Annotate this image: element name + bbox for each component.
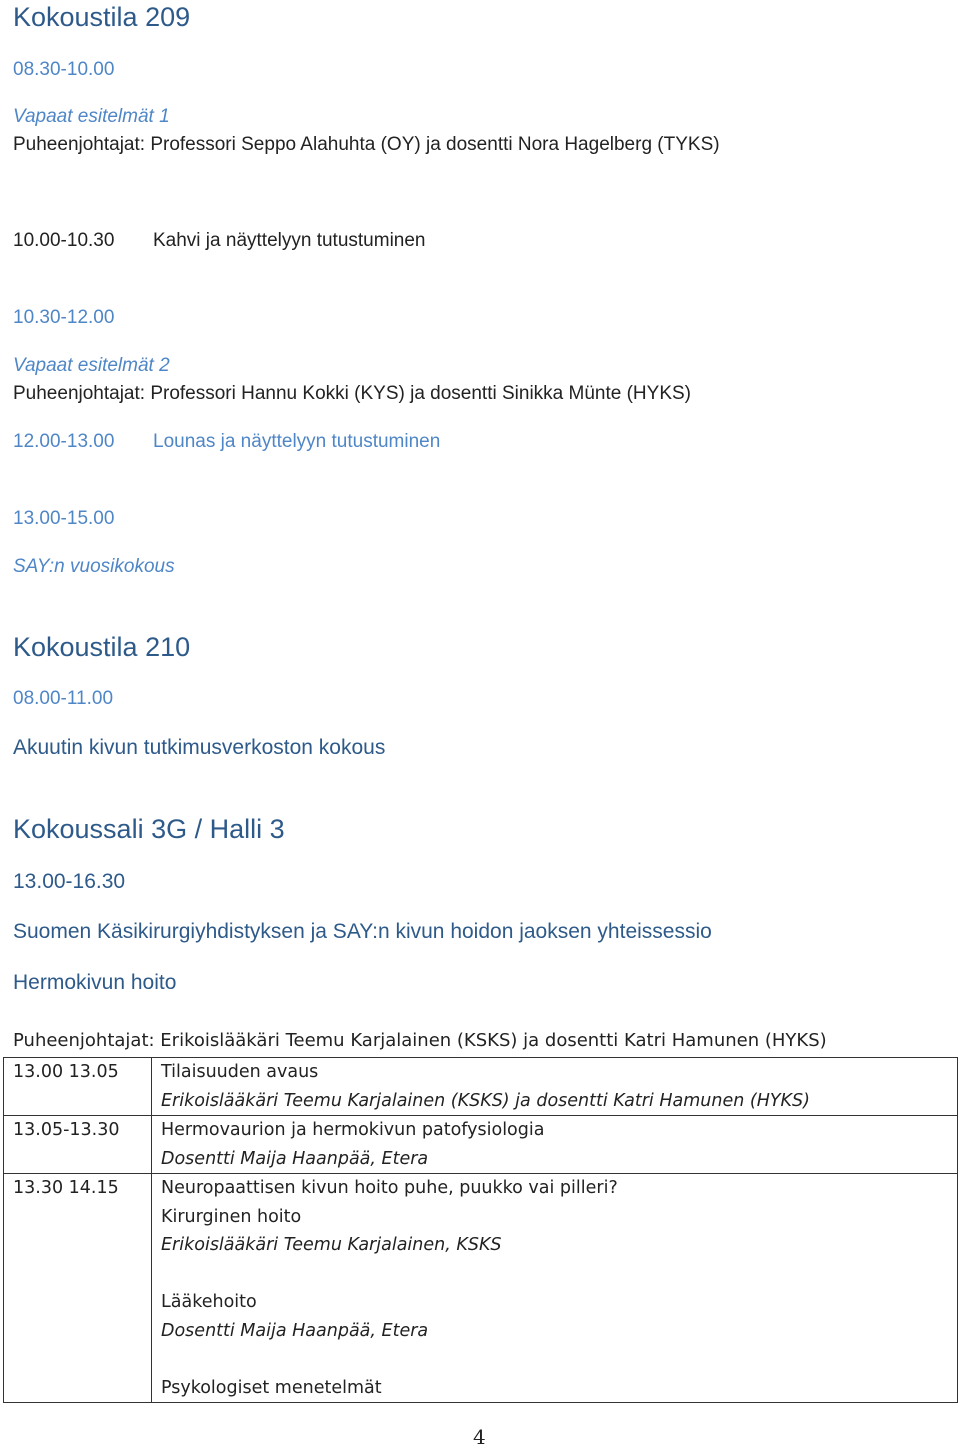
annual-meeting-title: SAY:n vuosikokous xyxy=(13,556,175,577)
schedule-table xyxy=(3,1057,958,1403)
subtalk-title: Lääkehoito xyxy=(161,1292,257,1312)
lunch-time: 12.00-13.00 xyxy=(13,431,115,452)
subtalk-title: Psykologiset menetelmät xyxy=(161,1377,382,1398)
table-row xyxy=(4,1058,958,1116)
talk-speaker: Erikoislääkäri Teemu Karjalainen (KSKS) ja dosentti Katri Hamunen (HYKS) xyxy=(161,1090,810,1111)
hall-3-heading: Kokoussali 3G / Halli 3 xyxy=(13,814,285,844)
spacer xyxy=(161,1260,957,1289)
room-210-meeting: Akuutin kivun tutkimusverkoston kokous xyxy=(13,736,386,759)
room-210-heading: Kokoustila 210 xyxy=(13,632,191,662)
session-2-time: 10.30-12.00 xyxy=(13,307,115,328)
joint-session-topic: Hermokivun hoito xyxy=(13,971,177,994)
row-time: 13.00 13.05 xyxy=(4,1058,152,1116)
row-content xyxy=(152,1058,958,1116)
coffee-break-label: Kahvi ja näyttelyyn tutustuminen xyxy=(153,230,426,251)
table-row xyxy=(4,1116,958,1174)
page-number: 4 xyxy=(473,1425,486,1449)
talk-speaker: Dosentti Maija Haanpää, Etera xyxy=(161,1148,429,1169)
subtalk-title: Kirurginen hoito xyxy=(161,1206,302,1227)
row-time: 13.30 14.15 xyxy=(4,1174,152,1403)
row-time: 13.05-13.30 xyxy=(4,1116,152,1174)
talk-title: Neuropaattisen kivun hoito puhe, puukko vai pilleri? xyxy=(161,1178,618,1198)
session-2-chairs: Puheenjohtajat: Professori Hannu Kokki (KYS) ja dosentti Sinikka Münte (HYKS) xyxy=(13,383,691,404)
spacer xyxy=(161,1345,957,1374)
joint-session-chairs: Puheenjohtajat: Erikoislääkäri Teemu Karjalainen (KSKS) ja dosentti Katri Hamunen (HYKS) xyxy=(13,1030,827,1051)
lunch-label: Lounas ja näyttelyyn tutustuminen xyxy=(153,431,441,452)
hall-3-time: 13.00-16.30 xyxy=(13,870,126,893)
session-1-title: Vapaat esitelmät 1 xyxy=(13,106,170,127)
annual-meeting-time: 13.00-15.00 xyxy=(13,508,115,529)
talk-title: Hermovaurion ja hermokivun patofysiologia xyxy=(161,1120,545,1140)
room-210-time: 08.00-11.00 xyxy=(13,688,114,709)
joint-session-title: Suomen Käsikirurgiyhdistyksen ja SAY:n kivun hoidon jaoksen yhteissessio xyxy=(13,920,712,943)
session-1-chairs: Puheenjohtajat: Professori Seppo Alahuhta (OY) ja dosentti Nora Hagelberg (TYKS) xyxy=(13,134,720,155)
subtalk-speaker: Erikoislääkäri Teemu Karjalainen, KSKS xyxy=(161,1235,502,1255)
session-1-time: 08.30-10.00 xyxy=(13,59,115,80)
subtalk-speaker: Dosentti Maija Haanpää, Etera xyxy=(161,1320,429,1341)
room-209-heading: Kokoustila 209 xyxy=(13,2,191,32)
row-content xyxy=(152,1174,958,1403)
talk-title: Tilaisuuden avaus xyxy=(161,1062,319,1082)
table-row xyxy=(4,1174,958,1403)
coffee-break-time: 10.00-10.30 xyxy=(13,230,115,251)
session-2-title: Vapaat esitelmät 2 xyxy=(13,355,170,376)
row-content xyxy=(152,1116,958,1174)
